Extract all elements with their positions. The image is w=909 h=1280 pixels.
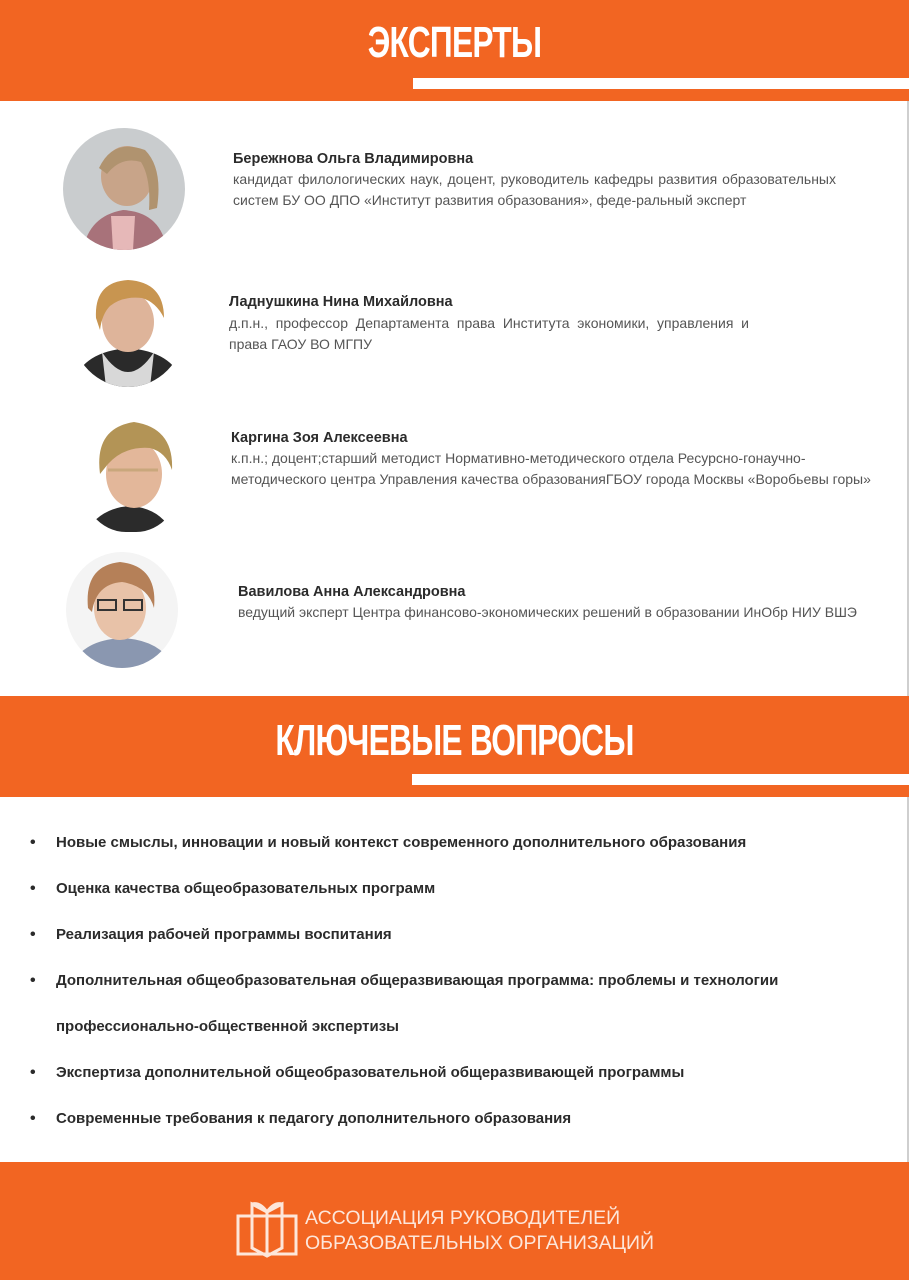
experts-header-band <box>0 0 909 101</box>
expert-name: Каргина Зоя Алексеевна <box>231 430 408 446</box>
expert-name: Вавилова Анна Александровна <box>238 584 466 600</box>
experts-title: ЭКСПЕРТЫ <box>367 18 542 67</box>
expert-card <box>0 128 909 253</box>
questions-header-band <box>0 696 909 797</box>
question-item: • Дополнительная общеобразовательная общеразвивающая программа: проблемы и технологии профессионально-общественной экспертизы <box>30 958 890 1050</box>
expert-card <box>0 412 909 542</box>
question-item: • Современные требования к педагогу дополнительного образования <box>30 1096 890 1142</box>
expert-card <box>0 552 909 677</box>
expert-name: Бережнова Ольга Владимировна <box>233 151 474 167</box>
questions-title: КЛЮЧЕВЫЕ ВОПРОСЫ <box>275 716 634 765</box>
expert-photo <box>72 272 184 387</box>
key-questions-list <box>30 820 890 1142</box>
open-book-icon <box>236 1200 298 1258</box>
expert-photo <box>63 128 185 250</box>
org-name-line1: АССОЦИАЦИЯ РУКОВОДИТЕЛЕЙ <box>305 1207 621 1229</box>
expert-description: кандидат филологических наук, доцент, руководитель кафедры развития образовательных систем БУ ОО ДПО «Институт развития образования», феде-ральный эксперт <box>233 171 836 208</box>
header-stripe <box>413 78 909 89</box>
org-name-line2: ОБРАЗОВАТЕЛЬНЫХ ОРГАНИЗАЦИЙ <box>305 1232 655 1254</box>
question-item: • Реализация рабочей программы воспитания <box>30 912 890 958</box>
question-item: • Экспертиза дополнительной общеобразовательной общеразвивающей программы <box>30 1050 890 1096</box>
question-item: • Оценка качества общеобразовательных программ <box>30 866 890 912</box>
organization-name <box>305 1206 654 1256</box>
expert-description: к.п.н.; доцент;старший методист Нормативно-методического отдела Ресурсно-гонаучно-методического центра Управления качества образованияГБОУ города Москвы «Воробьевы горы» <box>231 450 871 487</box>
expert-card <box>0 272 909 392</box>
expert-description: д.п.н., профессор Департамента права Института экономики, управления и права ГАОУ ВО МГПУ <box>229 315 749 352</box>
header-stripe <box>412 774 909 785</box>
expert-name: Ладнушкина Нина Михайловна <box>229 294 453 310</box>
expert-description: ведущий эксперт Центра финансово-экономических решений в образовании ИнОбр НИУ ВШЭ <box>238 604 857 620</box>
expert-photo <box>80 412 182 532</box>
question-item: • Новые смыслы, инновации и новый контекст современного дополнительного образования <box>30 820 890 866</box>
expert-photo <box>66 552 178 668</box>
